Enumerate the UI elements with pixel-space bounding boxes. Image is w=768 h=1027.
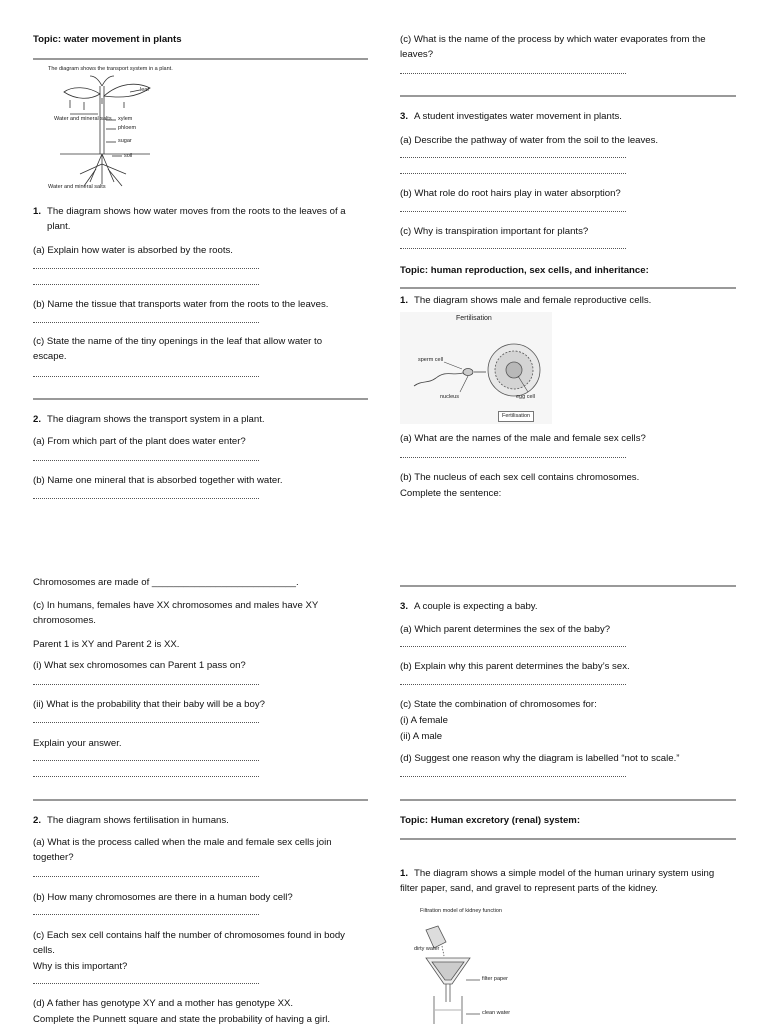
answer-line[interactable]: [33, 983, 259, 984]
question-2b: (b) Name one mineral that is absorbed together with water.: [33, 475, 283, 486]
question-c3a: (a) Which parent determines the sex of the baby?: [400, 624, 611, 635]
label-nucleus: nucleus: [440, 394, 459, 400]
question-ii: (ii) What is the probability that their baby will be a boy?: [33, 699, 265, 710]
answer-line[interactable]: [33, 284, 259, 285]
topic-title-reproduction: Topic: human reproduction, sex cells, and inheritance:: [400, 265, 649, 276]
question-number: 1.: [400, 868, 409, 879]
answer-line[interactable]: [33, 460, 259, 461]
answer-line[interactable]: [33, 722, 259, 723]
answer-line[interactable]: [400, 646, 626, 647]
question-1c: (c) State the name of the tiny openings in the leaf that allow water to escape.: [33, 336, 323, 362]
answer-line[interactable]: [400, 457, 626, 458]
question-1a: (a) Explain how water is absorbed by the roots.: [33, 245, 233, 256]
question-r1b-instruction: Complete the sentence:: [400, 488, 502, 499]
divider: [33, 58, 368, 60]
question-3-intro: A student investigates water movement in plants.: [414, 111, 622, 122]
label-soil: soil: [124, 153, 133, 159]
topic-title-excretory: Topic: Human excretory (renal) system:: [400, 815, 581, 826]
answer-line[interactable]: [400, 684, 626, 685]
kidney-diagram-title: Filtration model of kidney function: [420, 908, 502, 914]
label-clean-water: clean water: [482, 1010, 511, 1016]
answer-line[interactable]: [33, 914, 259, 915]
answer-line[interactable]: [400, 776, 626, 777]
divider: [400, 287, 736, 289]
answer-line[interactable]: [400, 173, 626, 174]
label-water-bottom: Water and mineral salts: [48, 184, 106, 190]
answer-line[interactable]: [33, 684, 259, 685]
divider: [400, 799, 736, 801]
label-xylem: xylem: [118, 116, 133, 122]
label-leaf: leaf: [140, 87, 149, 93]
plant-illustration: [40, 64, 170, 198]
question-r1a: (a) What are the names of the male and female sex cells?: [400, 433, 646, 444]
answer-line[interactable]: [33, 376, 259, 377]
question-1b: (b) Name the tissue that transports water from the roots to the leaves.: [33, 299, 329, 310]
label-sperm-cell: sperm cell: [418, 357, 444, 363]
question-f2b: (b) How many chromosomes are there in a human body cell?: [33, 892, 293, 903]
answer-line[interactable]: [33, 268, 259, 269]
question-c3c: (c) State the combination of chromosomes for:: [400, 699, 597, 710]
question-number: 3.: [400, 601, 409, 612]
question-number: 1.: [33, 206, 42, 217]
answer-line[interactable]: [400, 73, 626, 74]
question-3a: (a) Describe the pathway of water from the soil to the leaves.: [400, 135, 659, 146]
question-number: 3.: [400, 111, 409, 122]
question-f2c: (c) Each sex cell contains half the number of chromosomes found in body cells.: [33, 930, 345, 956]
question-k1-intro: The diagram shows a simple model of the human urinary system using filter paper, sand, and gravel to represent parts of the kidney.: [400, 868, 715, 894]
answer-line[interactable]: [33, 498, 259, 499]
fert-diagram-title: Fertilisation: [456, 315, 492, 322]
plant-diagram-caption: The diagram shows the transport system in a plant.: [48, 66, 173, 72]
question-r1-intro: The diagram shows male and female reproductive cells.: [414, 295, 652, 306]
question-number: 2.: [33, 414, 42, 425]
answer-line[interactable]: [400, 248, 626, 249]
answer-line[interactable]: [400, 157, 626, 158]
question-f2a: (a) What is the process called when the male and female sex cells join together?: [33, 837, 332, 863]
divider: [33, 398, 368, 400]
divider: [400, 838, 736, 840]
question-c3b: (b) Explain why this parent determines the baby’s sex.: [400, 661, 630, 672]
label-filter-paper: filter paper: [482, 976, 508, 982]
parents-genotypes: Parent 1 is XY and Parent 2 is XX.: [33, 639, 180, 650]
answer-line[interactable]: [33, 322, 259, 323]
question-3b: (b) What role do root hairs play in water absorption?: [400, 188, 621, 199]
label-dirty-water: dirty water: [414, 946, 440, 952]
answer-line[interactable]: [33, 876, 259, 877]
question-c-humans: (c) In humans, females have XX chromosomes and males have XY chromosomes.: [33, 600, 319, 626]
divider: [33, 799, 368, 801]
plant-transport-diagram: [40, 64, 173, 198]
answer-line[interactable]: [33, 776, 259, 777]
explain-prompt: Explain your answer.: [33, 738, 122, 749]
label-water-in: Water and mineral salts: [54, 116, 112, 122]
label-egg-cell: egg cell: [516, 394, 535, 400]
filtration-illustration: [404, 902, 522, 1024]
answer-line[interactable]: [33, 760, 259, 761]
label-phloem: phloem: [118, 125, 137, 131]
divider: [400, 585, 736, 587]
label-sugar: sugar: [118, 138, 132, 144]
fertilisation-illustration: [400, 312, 552, 424]
question-f2d: (d) A father has genotype XY and a mother has genotype XX.: [33, 998, 294, 1009]
fertilisation-diagram: [400, 312, 552, 424]
question-number: 2.: [33, 815, 42, 826]
kidney-filtration-diagram: [404, 902, 522, 1024]
question-c3d: (d) Suggest one reason why the diagram is labelled “not to scale.”: [400, 753, 680, 764]
topic-title-water-movement: Topic: water movement in plants: [33, 34, 182, 45]
question-f2c-followup: Why is this important?: [33, 961, 128, 972]
question-c3-intro: A couple is expecting a baby.: [414, 601, 538, 612]
question-3c: (c) Why is transpiration important for plants?: [400, 226, 589, 237]
question-c3c-female: (i) A female: [400, 715, 448, 726]
question-number: 1.: [400, 295, 409, 306]
question-2a: (a) From which part of the plant does water enter?: [33, 436, 246, 447]
answer-line[interactable]: [400, 211, 626, 212]
question-i: (i) What sex chromosomes can Parent 1 pass on?: [33, 660, 246, 671]
question-r1b: (b) The nucleus of each sex cell contains chromosomes.: [400, 472, 640, 483]
question-f2d-instruction: Complete the Punnett square and state the probability of having a girl.: [33, 1014, 331, 1025]
fert-diagram-caption: Fertilisation: [498, 411, 534, 422]
question-f2-intro: The diagram shows fertilisation in humans.: [47, 815, 229, 826]
question-c3c-male: (ii) A male: [400, 731, 443, 742]
question-2-intro: The diagram shows the transport system in a plant.: [47, 414, 265, 425]
chromosome-sentence: Chromosomes are made of ___________________________.: [33, 577, 299, 588]
question-1-intro: The diagram shows how water moves from the roots to the leaves of a plant.: [47, 206, 346, 232]
question-c-evaporation: (c) What is the name of the process by which water evaporates from the leaves?: [400, 34, 706, 60]
divider: [400, 95, 736, 97]
